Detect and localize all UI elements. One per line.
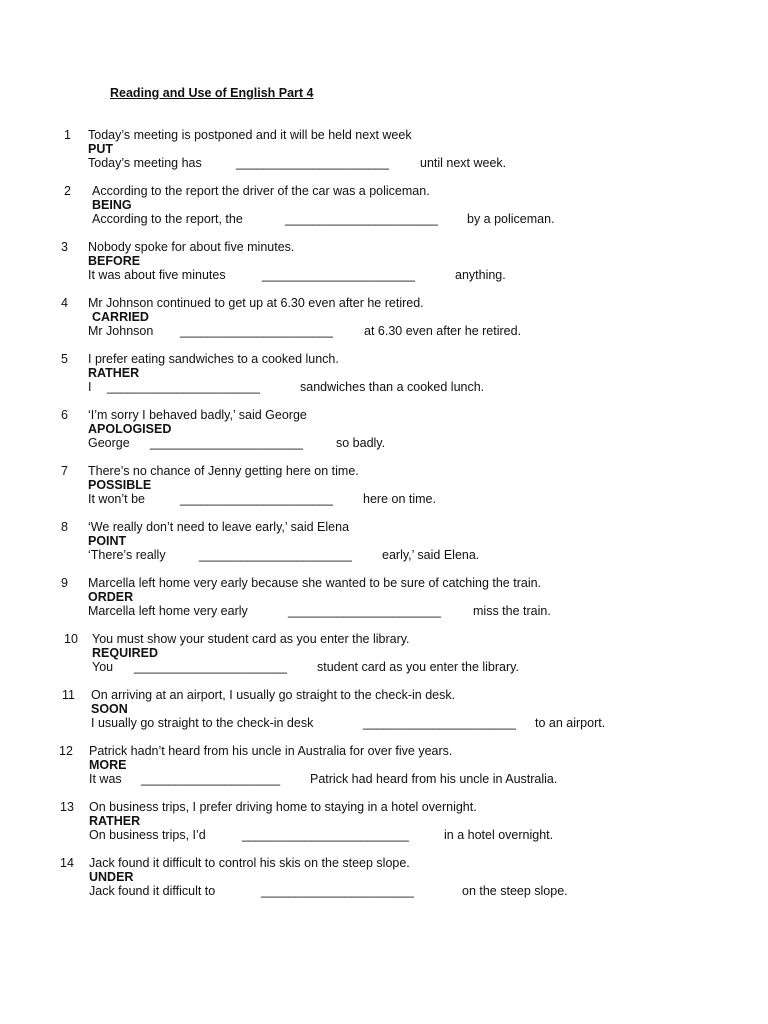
question-number: 10 xyxy=(64,632,78,646)
sentence-end: sandwiches than a cooked lunch. xyxy=(300,380,485,394)
answer-blank: ______________________ xyxy=(107,380,260,394)
answer-blank: ______________________ xyxy=(288,604,441,618)
answer-blank: ______________________ xyxy=(180,492,333,506)
key-word: UNDER xyxy=(89,870,134,884)
question-item xyxy=(0,688,768,738)
original-sentence: You must show your student card as you enter the library. xyxy=(92,632,410,646)
sentence-start: Today’s meeting has xyxy=(88,156,202,170)
key-word: APOLOGISED xyxy=(88,422,172,436)
page-title: Reading and Use of English Part 4 xyxy=(110,86,314,100)
sentence-start: According to the report, the xyxy=(92,212,243,226)
sentence-start: Mr Johnson xyxy=(88,324,154,338)
question-number: 4 xyxy=(61,296,68,310)
question-number: 9 xyxy=(61,576,68,590)
original-sentence: ‘I’m sorry I behaved badly,’ said George xyxy=(88,408,307,422)
question-number: 5 xyxy=(61,352,68,366)
answer-blank: ______________________ xyxy=(285,212,438,226)
key-word: BEING xyxy=(92,198,132,212)
original-sentence: Mr Johnson continued to get up at 6.30 even after he retired. xyxy=(88,296,424,310)
question-item xyxy=(0,128,768,178)
key-word: PUT xyxy=(88,142,113,156)
answer-blank: ______________________ xyxy=(199,548,352,562)
key-word: SOON xyxy=(91,702,128,716)
question-item xyxy=(0,800,768,850)
sentence-start: George xyxy=(88,436,130,450)
question-item xyxy=(0,464,768,514)
answer-blank: ________________________ xyxy=(242,828,409,842)
sentence-start: Jack found it difficult to xyxy=(89,884,216,898)
sentence-start: Marcella left home very early xyxy=(88,604,248,618)
question-item xyxy=(0,408,768,458)
key-word: CARRIED xyxy=(92,310,149,324)
sentence-start: I xyxy=(88,380,92,394)
question-item xyxy=(0,632,768,682)
sentence-end: student card as you enter the library. xyxy=(317,660,519,674)
sentence-end: to an airport. xyxy=(535,716,606,730)
sentence-start: On business trips, I’d xyxy=(89,828,206,842)
original-sentence: Patrick hadn’t heard from his uncle in Australia for over five years. xyxy=(89,744,453,758)
original-sentence: Jack found it difficult to control his skis on the steep slope. xyxy=(89,856,410,870)
key-word: MORE xyxy=(89,758,127,772)
key-word: RATHER xyxy=(89,814,141,828)
sentence-end: until next week. xyxy=(420,156,507,170)
key-word: BEFORE xyxy=(88,254,141,268)
question-number: 14 xyxy=(60,856,74,870)
question-number: 7 xyxy=(61,464,68,478)
answer-blank: ____________________ xyxy=(141,772,281,786)
question-number: 6 xyxy=(61,408,68,422)
key-word: RATHER xyxy=(88,366,140,380)
sentence-end: miss the train. xyxy=(473,604,551,618)
answer-blank: ______________________ xyxy=(261,884,414,898)
answer-blank: ______________________ xyxy=(262,268,415,282)
sentence-start: It was about five minutes xyxy=(88,268,226,282)
original-sentence: Nobody spoke for about five minutes. xyxy=(88,240,295,254)
question-number: 13 xyxy=(60,800,74,814)
question-number: 3 xyxy=(61,240,68,254)
sentence-end: on the steep slope. xyxy=(462,884,568,898)
original-sentence: Today’s meeting is postponed and it will be held next week xyxy=(88,128,412,142)
original-sentence: On business trips, I prefer driving home to staying in a hotel overnight. xyxy=(89,800,477,814)
answer-blank: ______________________ xyxy=(236,156,389,170)
question-item xyxy=(0,856,768,906)
sentence-end: Patrick had heard from his uncle in Australia. xyxy=(310,772,558,786)
key-word: ORDER xyxy=(88,590,134,604)
question-number: 12 xyxy=(59,744,73,758)
question-item xyxy=(0,744,768,794)
original-sentence: I prefer eating sandwiches to a cooked lunch. xyxy=(88,352,339,366)
question-item xyxy=(0,184,768,234)
key-word: POSSIBLE xyxy=(88,478,152,492)
original-sentence: On arriving at an airport, I usually go straight to the check-in desk. xyxy=(91,688,456,702)
question-item xyxy=(0,520,768,570)
question-item xyxy=(0,240,768,290)
answer-blank: ______________________ xyxy=(134,660,287,674)
question-number: 2 xyxy=(64,184,71,198)
sentence-start: I usually go straight to the check-in desk xyxy=(91,716,314,730)
sentence-start: It won’t be xyxy=(88,492,145,506)
question-number: 8 xyxy=(61,520,68,534)
question-item xyxy=(0,352,768,402)
original-sentence: Marcella left home very early because she wanted to be sure of catching the train. xyxy=(88,576,542,590)
question-item xyxy=(0,576,768,626)
answer-blank: ______________________ xyxy=(180,324,333,338)
original-sentence: There’s no chance of Jenny getting here on time. xyxy=(88,464,359,478)
sentence-start: You xyxy=(92,660,114,674)
sentence-end: early,’ said Elena. xyxy=(382,548,480,562)
sentence-end: by a policeman. xyxy=(467,212,555,226)
sentence-start: ‘There’s really xyxy=(88,548,166,562)
sentence-start: It was xyxy=(89,772,122,786)
answer-blank: ______________________ xyxy=(363,716,516,730)
question-item xyxy=(0,296,768,346)
sentence-end: anything. xyxy=(455,268,506,282)
sentence-end: in a hotel overnight. xyxy=(444,828,554,842)
original-sentence: ‘We really don’t need to leave early,’ said Elena xyxy=(88,520,350,534)
question-number: 1 xyxy=(64,128,71,142)
sentence-end: here on time. xyxy=(363,492,436,506)
key-word: POINT xyxy=(88,534,127,548)
sentence-end: at 6.30 even after he retired. xyxy=(364,324,522,338)
original-sentence: According to the report the driver of the car was a policeman. xyxy=(92,184,430,198)
question-number: 11 xyxy=(62,688,75,702)
answer-blank: ______________________ xyxy=(150,436,303,450)
sentence-end: so badly. xyxy=(336,436,386,450)
key-word: REQUIRED xyxy=(92,646,158,660)
